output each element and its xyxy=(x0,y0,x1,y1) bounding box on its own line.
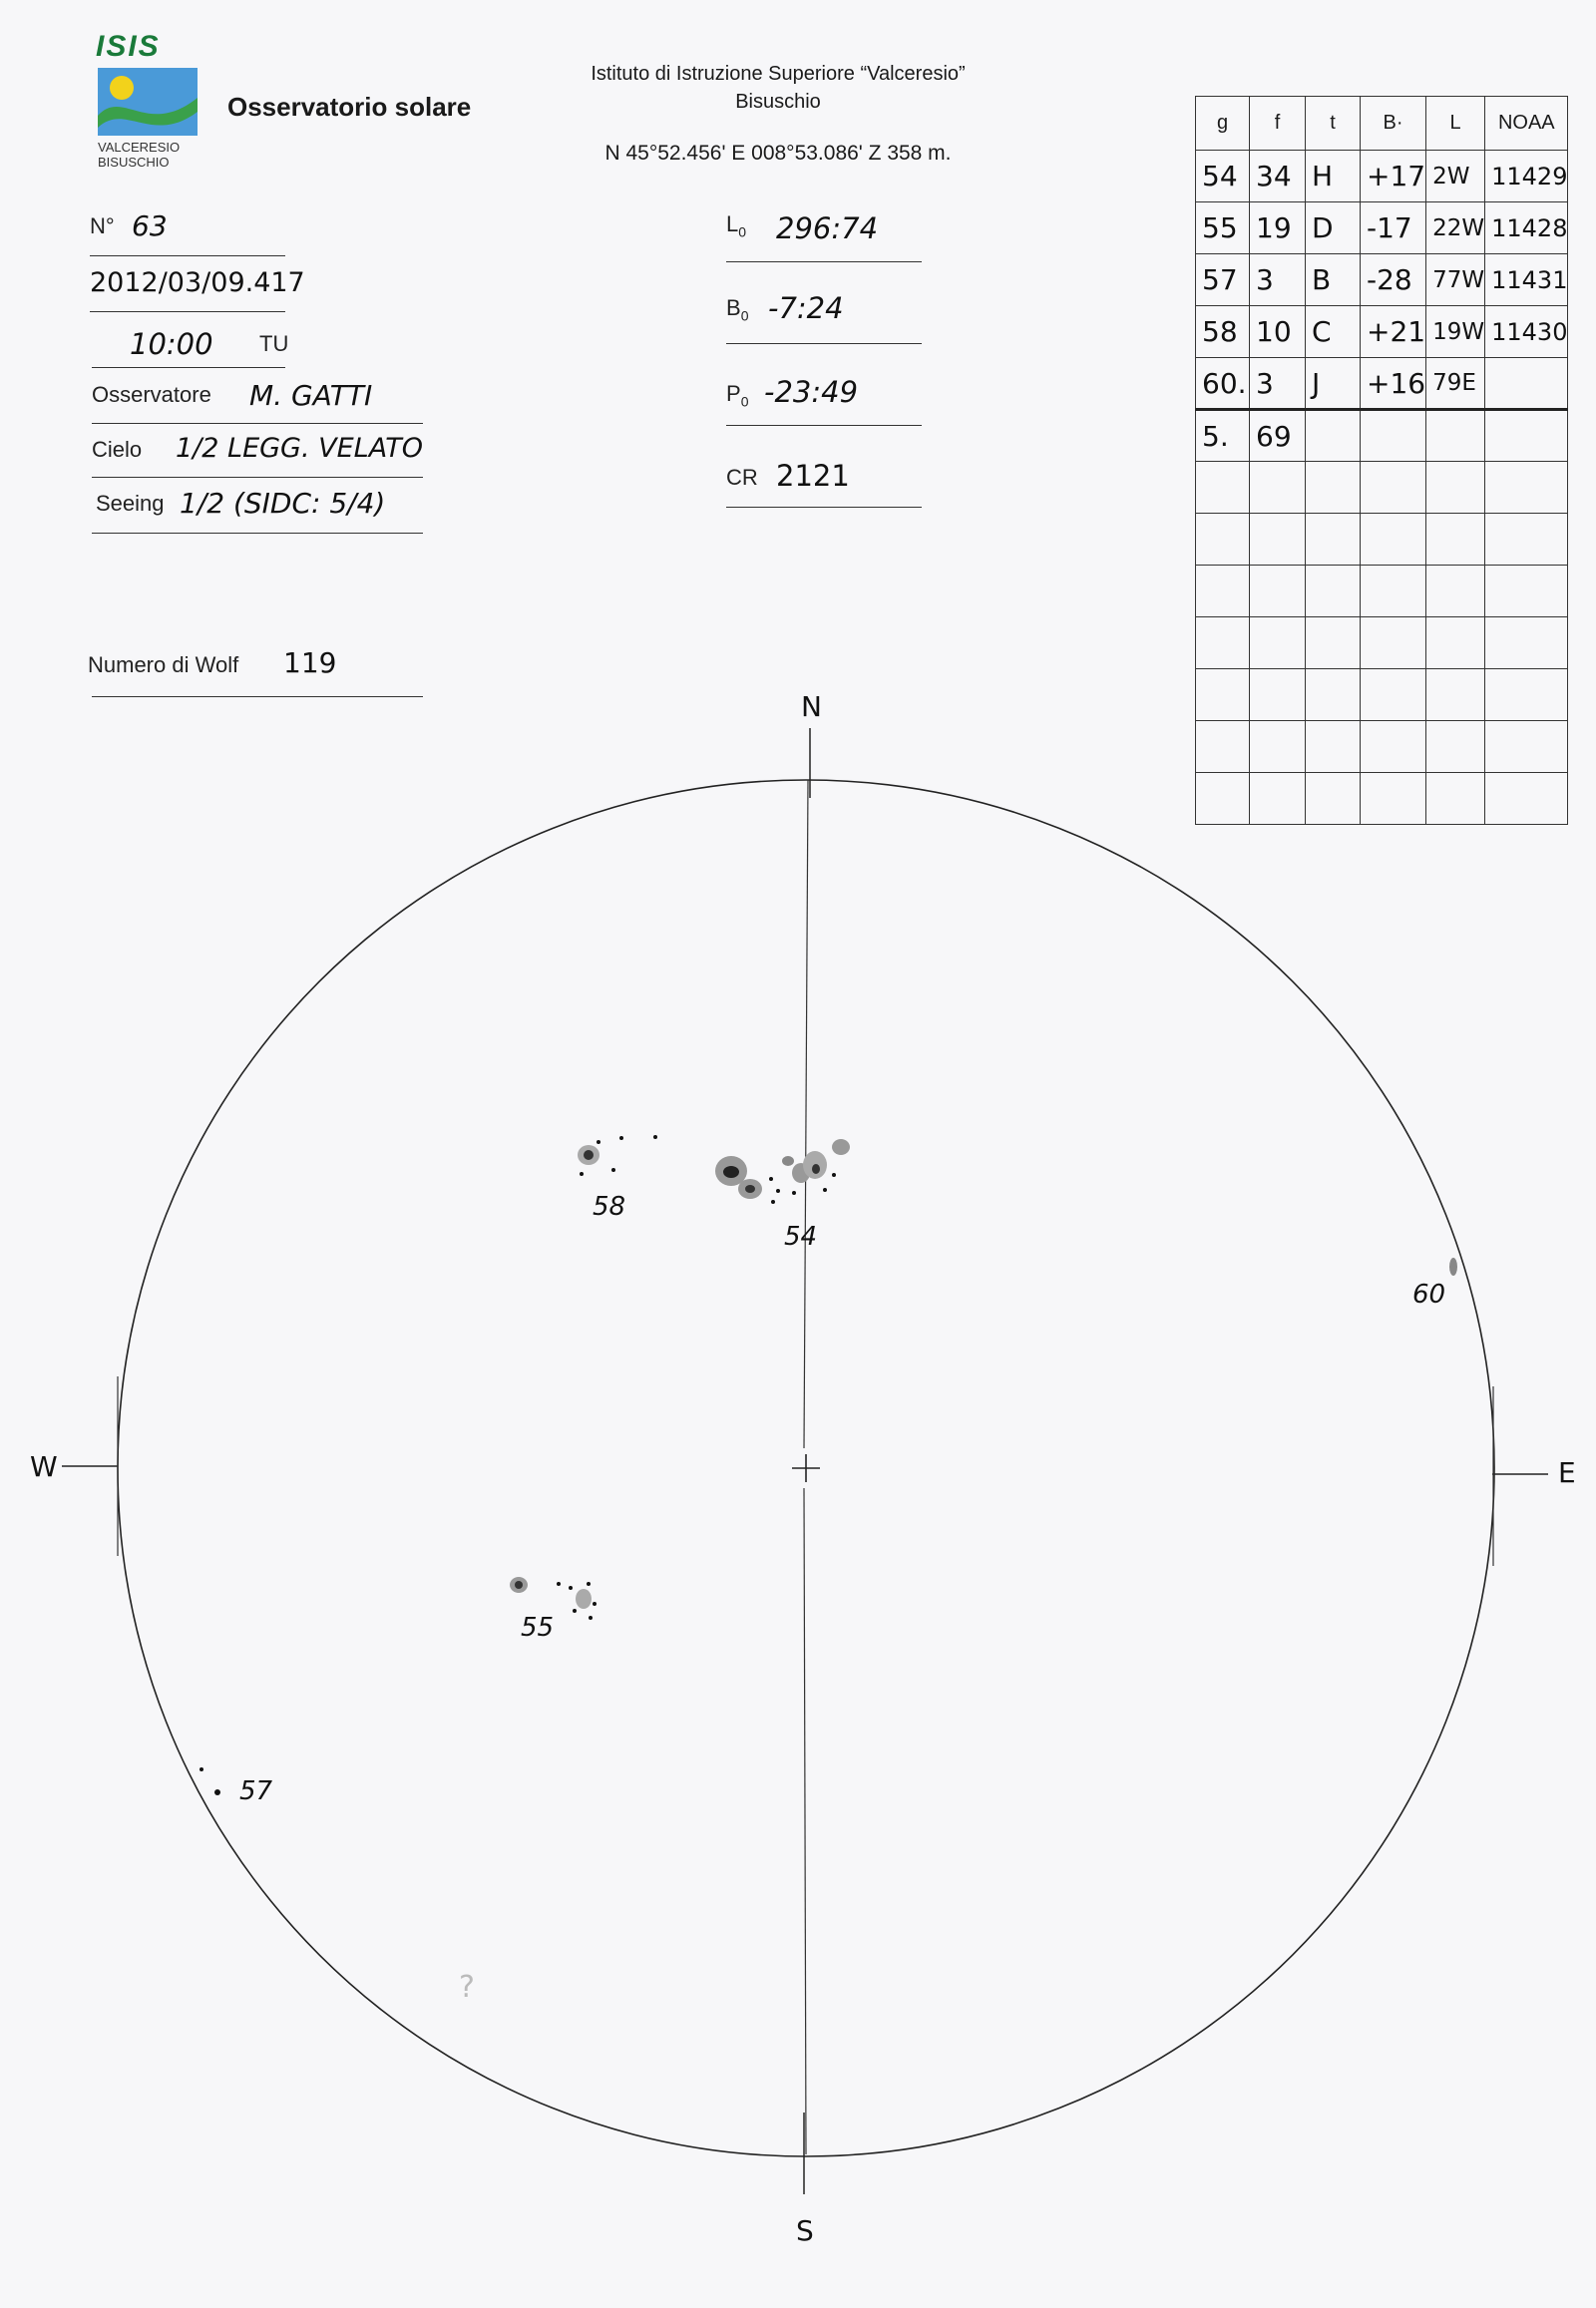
table-cell: +17 xyxy=(1361,151,1426,202)
time-unit: TU xyxy=(259,331,289,356)
L0-label: $L_0$ xyxy=(726,211,747,240)
table-cell: 57 xyxy=(1196,254,1250,306)
table-cell: 54 xyxy=(1196,151,1250,202)
table-cell: D xyxy=(1306,202,1361,254)
table-cell: 55 xyxy=(1196,202,1250,254)
sunspot-group-60 xyxy=(1449,1258,1457,1276)
table-cell: 11428 xyxy=(1485,202,1568,254)
observer-label: Osservatore xyxy=(92,382,211,407)
sunspot-group-54 xyxy=(715,1139,850,1204)
wolf-number-value: 119 xyxy=(283,646,337,679)
carrington-rotation-value: 2121 xyxy=(776,459,850,493)
P0-value: -23:49 xyxy=(764,375,859,409)
table-cell: 79E xyxy=(1426,358,1485,410)
table-cell: +16 xyxy=(1361,358,1426,410)
group-60-label: 60 xyxy=(1412,1280,1446,1310)
table-cell: 58 xyxy=(1196,306,1250,358)
P0-label: $P_0$ xyxy=(726,381,749,410)
logo-caption: VALCERESIO xyxy=(98,140,181,155)
seeing-label: Seeing xyxy=(96,491,165,516)
table-cell: 11429 xyxy=(1485,151,1568,202)
vertical-axis xyxy=(804,780,808,1448)
B0-label: $B_0$ xyxy=(726,295,749,324)
school-town: Bisuschio xyxy=(735,91,821,113)
table-cell: 11431 xyxy=(1485,254,1568,306)
table-cell: H xyxy=(1306,151,1361,202)
date-value: 2012/03/09.417 xyxy=(90,267,305,298)
table-cell: 19 xyxy=(1250,202,1306,254)
table-cell: 69 xyxy=(1250,410,1306,462)
table-cell: 10 xyxy=(1250,306,1306,358)
table-header-cell: NOAA xyxy=(1485,97,1568,151)
table-cell: 3 xyxy=(1250,254,1306,306)
group-55-label: 55 xyxy=(521,1613,555,1643)
table-header-cell: L xyxy=(1426,97,1485,151)
table-cell: J xyxy=(1306,358,1361,410)
table-cell: 11430 xyxy=(1485,306,1568,358)
table-cell: 5. xyxy=(1196,410,1250,462)
group-57-label: 57 xyxy=(239,1776,273,1806)
number-value: 63 xyxy=(132,209,168,242)
sky-label: Cielo xyxy=(92,437,143,462)
carrington-rotation-label: CR xyxy=(726,465,758,490)
observer-value: M. GATTI xyxy=(249,379,373,412)
table-cell: C xyxy=(1306,306,1361,358)
table-header-cell: f xyxy=(1250,97,1306,151)
sunspot-group-58 xyxy=(578,1135,657,1176)
group-54-label: 54 xyxy=(784,1222,818,1252)
faint-question-mark: ? xyxy=(459,1970,475,2005)
group-58-label: 58 xyxy=(593,1192,626,1222)
logo-wordmark: ISIS xyxy=(96,30,161,63)
B0-value: -7:24 xyxy=(768,291,844,325)
table-cell: 77W xyxy=(1426,254,1485,306)
school-name: Istituto di Istruzione Superiore “Valceresio” xyxy=(591,63,966,85)
table-cell: +21 xyxy=(1361,306,1426,358)
L0-value: 296:74 xyxy=(776,211,879,245)
table-header-cell: B· xyxy=(1361,97,1426,151)
station-coordinates: N 45°52.456' E 008°53.086' Z 358 m. xyxy=(604,142,952,165)
table-cell: 2W xyxy=(1426,151,1485,202)
table-cell: 3 xyxy=(1250,358,1306,410)
east-label: E xyxy=(1558,1456,1576,1489)
south-label: S xyxy=(796,2214,814,2247)
sunspot-group-57 xyxy=(200,1767,220,1795)
number-label: N° xyxy=(90,213,115,238)
table-cell: 22W xyxy=(1426,202,1485,254)
north-label: N xyxy=(801,690,822,723)
vertical-axis xyxy=(804,1488,806,2154)
table-cell: B xyxy=(1306,254,1361,306)
table-header-cell: t xyxy=(1306,97,1361,151)
table-cell: -17 xyxy=(1361,202,1426,254)
observatory-title: Osservatorio solare xyxy=(227,92,472,122)
table-header-cell: g xyxy=(1196,97,1250,151)
table-cell: 34 xyxy=(1250,151,1306,202)
table-cell: 19W xyxy=(1426,306,1485,358)
wolf-number-label: Numero di Wolf xyxy=(88,652,239,677)
table-cell: 60. xyxy=(1196,358,1250,410)
sky-value: 1/2 LEGG. VELATO xyxy=(176,433,423,464)
west-label: W xyxy=(30,1450,58,1483)
seeing-value: 1/2 (SIDC: 5/4) xyxy=(180,487,386,520)
table-cell: -28 xyxy=(1361,254,1426,306)
time-value: 10:00 xyxy=(130,327,213,361)
logo-caption: BISUSCHIO xyxy=(98,155,170,170)
